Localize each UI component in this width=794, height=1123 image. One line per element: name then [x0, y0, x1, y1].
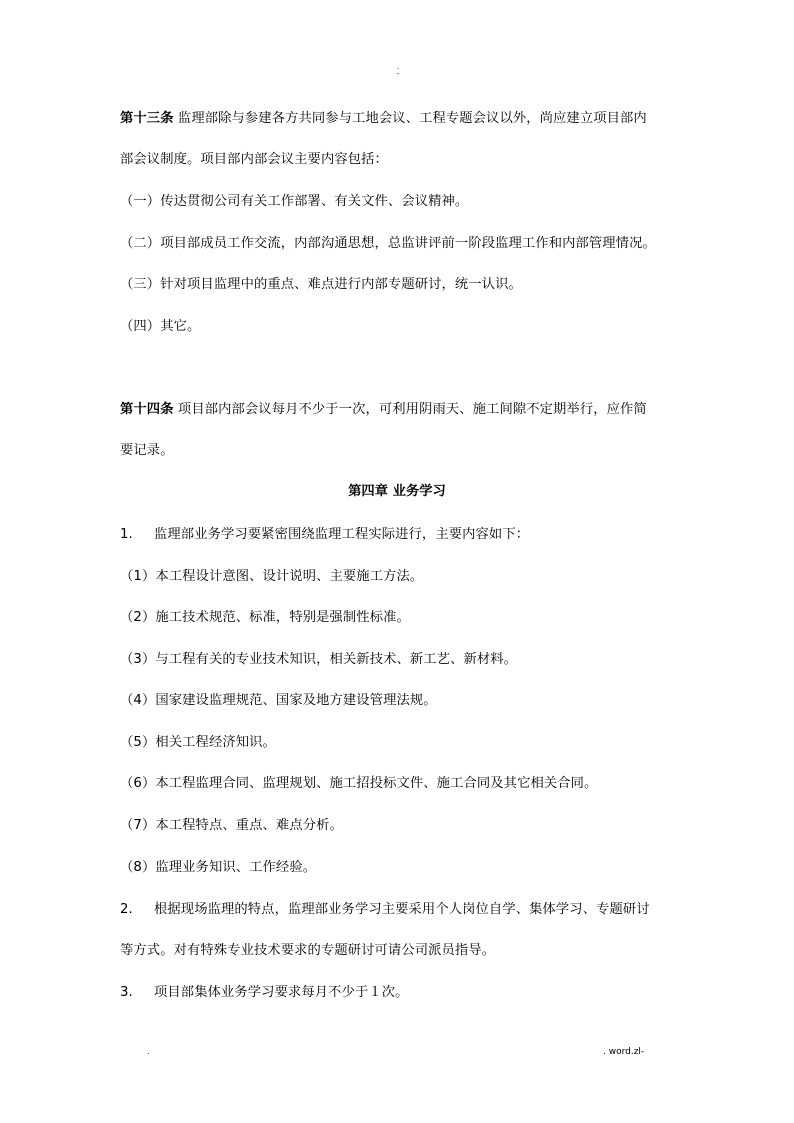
- chapter4-title: 第四章 业务学习: [348, 484, 446, 499]
- footer-right-text: . word.zl-: [603, 1047, 645, 1057]
- chapter4-point2-line1: [120, 900, 680, 920]
- point3-number: 3.: [120, 985, 133, 1000]
- point1-text: 监理部业务学习要紧密围绕监理工程实际进行，主要内容如下：: [154, 527, 530, 542]
- chapter4-point1: [120, 525, 680, 545]
- header-dot: .: [396, 63, 400, 71]
- point3-text: 项目部集体业务学习要求每月不少于１次。: [154, 985, 409, 1000]
- header-mark: [392, 64, 404, 78]
- article13-text1: 监理部除与参建各方共同参与工地会议、工程专题会议以外，尚应建立项目部内: [173, 111, 647, 126]
- article13-item-3: （三）针对项目监理中的重点、难点进行内部专题研讨，统一认识。: [120, 277, 522, 292]
- chapter4-point3: [120, 983, 680, 1003]
- point1-number: 1.: [120, 527, 133, 542]
- chapter4-item-5: （5）相关工程经济知识。: [120, 735, 276, 750]
- header-dash: -: [396, 70, 400, 78]
- article14-text1: 项目部内部会议每月不少于一次，可利用阴雨天、施工间隙不定期举行，应作简: [173, 402, 647, 417]
- point2-text1: 根据现场监理的特点，监理部业务学习主要采用个人岗位自学、集体学习、专题研讨: [154, 902, 650, 917]
- chapter4-item-2: （2）施工技术规范、标准，特别是强制性标准。: [120, 610, 410, 625]
- point2-number: 2.: [120, 902, 133, 917]
- chapter4-point2-line2: 等方式。对有特殊专业技术要求的专题研讨可请公司派员指导。: [120, 943, 496, 958]
- article13-line2: 部会议制度。项目部内部会议主要内容包括：: [120, 152, 388, 167]
- article14-line1: [120, 400, 680, 420]
- chapter4-item-7: （7）本工程特点、重点、难点分析。: [120, 818, 343, 833]
- chapter4-item-8: （8）监理业务知识、工作经验。: [120, 860, 317, 875]
- article13-item-1: （一）传达贯彻公司有关工作部署、有关文件、会议精神。: [120, 194, 469, 209]
- article13-item-4: （四）其它。: [120, 319, 201, 334]
- article13-label: 第十三条: [120, 111, 174, 126]
- article13-line1: [120, 109, 680, 129]
- chapter4-item-3: （3）与工程有关的专业技术知识，相关新技术、新工艺、新材料。: [120, 652, 518, 667]
- chapter4-item-4: （4）国家建设监理规范、国家及地方建设管理法规。: [120, 693, 437, 708]
- footer-left-mark: .: [147, 1047, 150, 1056]
- article13-item-2: （二）项目部成员工作交流，内部沟通思想，总监讲评前一阶段监理工作和内部管理情况。: [120, 236, 656, 251]
- article14-line2: 要记录。: [120, 443, 174, 458]
- chapter4-item-6: （6）本工程监理合同、监理规划、施工招投标文件、施工合同及其它相关合同。: [120, 776, 598, 791]
- article14-label: 第十四条: [120, 402, 174, 417]
- chapter4-item-1: （1）本工程设计意图、设计说明、主要施工方法。: [120, 569, 424, 584]
